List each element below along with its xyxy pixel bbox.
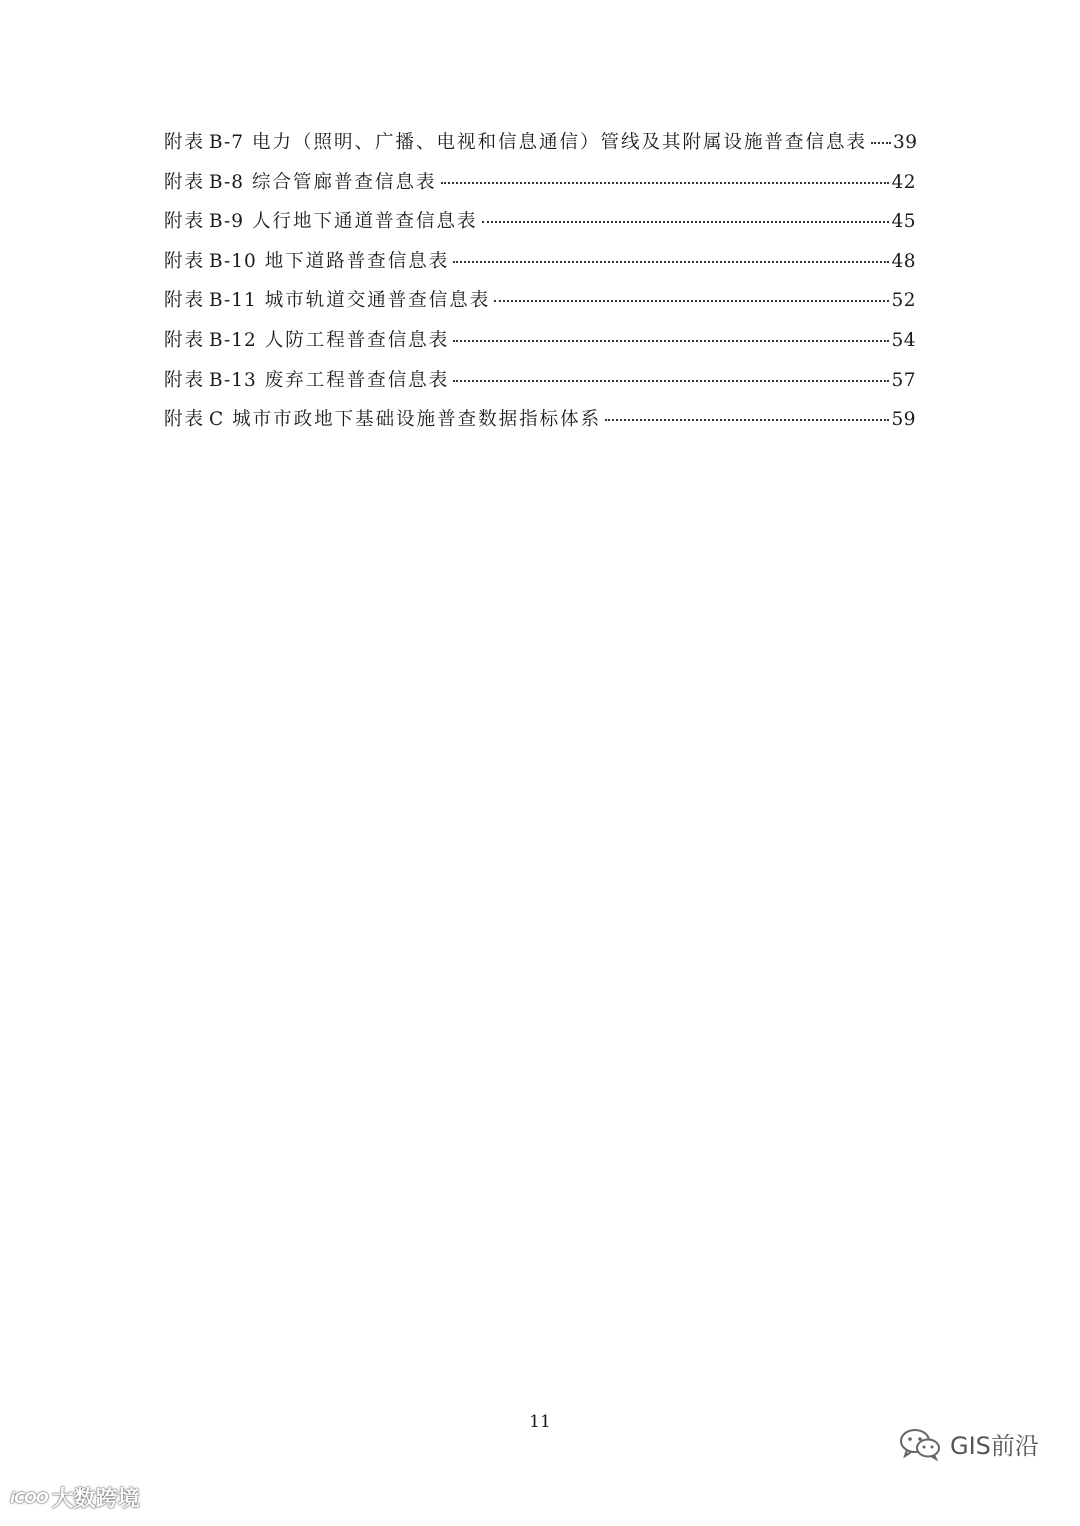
watermark-dashu [10, 1482, 140, 1513]
dot-leader [453, 261, 889, 263]
toc-code: B-13 [209, 369, 257, 391]
toc-prefix: 附表 [164, 369, 206, 391]
toc-entry [164, 286, 916, 326]
watermark-gis [898, 1426, 1039, 1461]
wechat-icon [898, 1427, 942, 1461]
toc-code: B-7 [209, 132, 244, 153]
toc-page-number: 39 [893, 132, 918, 153]
toc-prefix: 附表 [164, 211, 206, 233]
toc-page-number: 45 [891, 211, 916, 233]
watermark-dashu-text: 大数跨境 [51, 1487, 140, 1512]
toc-title: 人防工程普查信息表 [264, 329, 450, 351]
toc-code: B-8 [209, 171, 244, 193]
toc-entry [164, 128, 916, 168]
toc-title: 地下道路普查信息表 [264, 250, 450, 272]
dot-leader [605, 419, 889, 421]
toc-prefix: 附表 [164, 171, 206, 193]
toc-title: 人行地下通道普查信息表 [251, 211, 478, 233]
toc-title: 综合管廊普查信息表 [251, 171, 437, 193]
toc-page-number: 42 [891, 171, 916, 193]
dot-leader [871, 142, 891, 144]
page-number: 11 [529, 1412, 551, 1432]
dot-leader [441, 182, 890, 184]
dot-leader [494, 300, 889, 302]
dot-leader [453, 340, 889, 342]
toc-entry [164, 207, 916, 247]
dot-leader [453, 380, 889, 382]
toc-page-number: 57 [891, 369, 916, 391]
table-of-contents [164, 128, 916, 445]
toc-code: B-9 [209, 211, 244, 233]
toc-code: B-12 [209, 329, 257, 351]
watermark-gis-text: GIS前沿 [950, 1432, 1039, 1460]
toc-page-number: 48 [891, 250, 916, 272]
toc-title: 废弃工程普查信息表 [264, 369, 450, 391]
toc-prefix: 附表 [164, 409, 206, 431]
toc-title: 电力（照明、广播、电视和信息通信）管线及其附属设施普查信息表 [251, 132, 867, 153]
dot-leader [482, 221, 890, 223]
toc-code: C [209, 409, 225, 431]
toc-entry [164, 247, 916, 287]
toc-page-number: 59 [891, 409, 916, 431]
toc-prefix: 附表 [164, 329, 206, 351]
toc-entry [164, 168, 916, 208]
toc-entry [164, 366, 916, 406]
toc-entry [164, 326, 916, 366]
toc-title: 城市市政地下基础设施普查数据指标体系 [232, 409, 602, 431]
toc-title: 城市轨道交通普查信息表 [264, 290, 491, 312]
toc-prefix: 附表 [164, 250, 206, 272]
toc-prefix: 附表 [164, 290, 206, 312]
toc-page-number: 52 [891, 290, 916, 312]
toc-prefix: 附表 [164, 132, 206, 153]
watermark-logo: iCOO [10, 1488, 48, 1507]
toc-code: B-10 [209, 250, 257, 272]
toc-code: B-11 [209, 290, 257, 312]
toc-page-number: 54 [891, 329, 916, 351]
toc-entry [164, 405, 916, 445]
